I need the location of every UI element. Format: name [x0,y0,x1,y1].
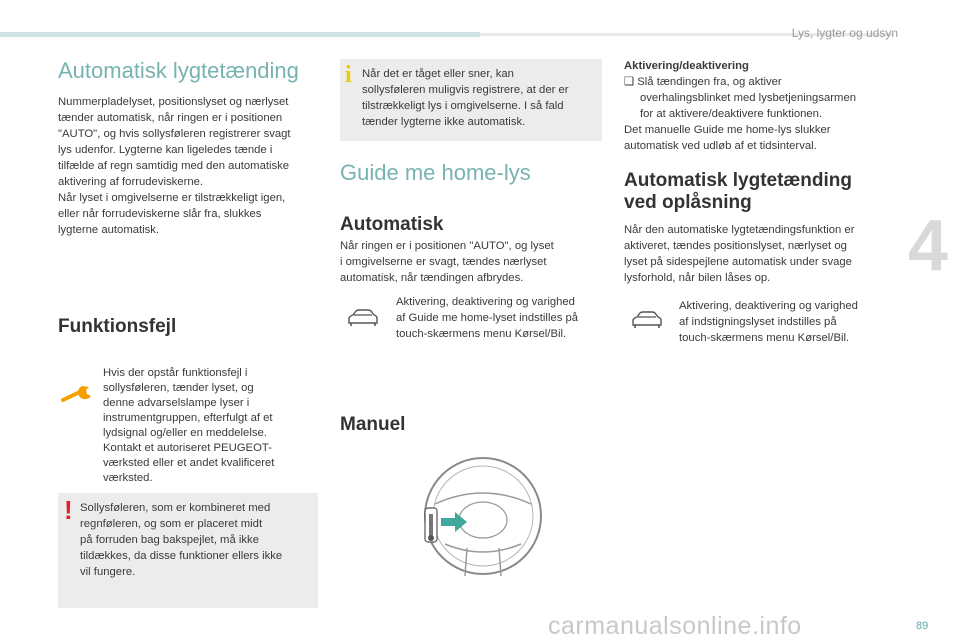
activation-section: Aktivering/deaktivering ❑ Slå tændingen fra, og aktiver overhalingsblinket med lysbetjeningsarmen for at aktivere/deaktivere funktionen. Det manuelle Guide me home-lys slukker automatisk ved udløb af et tidsinterval. [624,58,894,154]
page-number: 89 [916,620,929,632]
guide-me-home-title: Guide me home-lys [340,160,531,185]
unlock-lighting-paragraph: Når den automatiske lygtetændingsfunktion er aktiveret, tændes positionslyset, nærlyset og lyset på sidespejlene automatisk under svage lysforhold, når bilen låses op. [624,224,855,284]
wrench-icon [60,382,98,406]
unlock-lighting-title: Automatisk lygtetænding ved oplåsning [624,170,853,213]
section-title: Lys, lygter og udsyn [791,26,898,40]
info-text: Når det er tåget eller sner, kan sollysføleren muligvis registrere, at der er tilstrækkeligt lys i omgivelserne. I så fald tænder lygterne ikke automatisk. [362,68,569,128]
warning-text: Sollysføleren, som er kombineret med regnføleren, og som er placeret midt på forruden bag bakspejlet, må ikke tildækkes, da disse funktioner ellers ikke vil fungere. [80,502,283,578]
header-accent-bar [0,32,480,37]
steering-wheel-illustration [405,448,545,588]
car-icon-right [630,310,664,330]
activation-heading: Aktivering/deaktivering [624,60,749,72]
automatic-paragraph: Når ringen er i positionen "AUTO", og lyset i omgivelserne er svagt, tændes nærlyset automatisk, når tændingen afbrydes. [340,240,554,284]
fault-paragraph: Hvis der opstår funktionsfejl i sollysføleren, tænder lyset, og denne advarselslampe lyser i instrumentgruppen, efterfulgt af et lydsignal og/eller en meddelelse. Kontakt et autoriseret PEUGEOT- værksted eller et andet kvalificeret værksted. [103,367,275,484]
entry-light-settings-text: Aktivering, deaktivering og varighed af indstigningslyset indstilles på touch-skærmens menu Kørsel/Bil. [679,300,858,344]
watermark: carmanualsonline.info [548,612,802,640]
automatic-heading: Automatisk [340,214,444,235]
warning-icon: ! [64,495,73,525]
page-title: Automatisk lygtetænding [58,58,299,83]
manual-heading: Manuel [340,414,406,435]
fault-heading: Funktionsfejl [58,316,177,337]
guide-me-home-settings-text: Aktivering, deaktivering og varighed af Guide me home-lyset indstilles på touch-skærmens menu Kørsel/Bil. [396,296,579,340]
info-icon: i [345,62,352,88]
intro-paragraph: Nummerpladelyset, positionslyset og nærlyset tænder automatisk, når ringen er i positionen "AUTO", og hvis sollysføleren registrerer svagt lys udenfor. Lygterne kan ligeledes tænde i tilfælde af regn samtidig med den automatiske aktivering af forrudeviskerne. Når lyset i omgivelserne er tilstrækkeligt igen, eller når forrudeviskerne slår fra, slukkes lygterne automatisk. [58,96,291,236]
car-icon [346,308,380,328]
chapter-number: 4 [908,206,949,286]
